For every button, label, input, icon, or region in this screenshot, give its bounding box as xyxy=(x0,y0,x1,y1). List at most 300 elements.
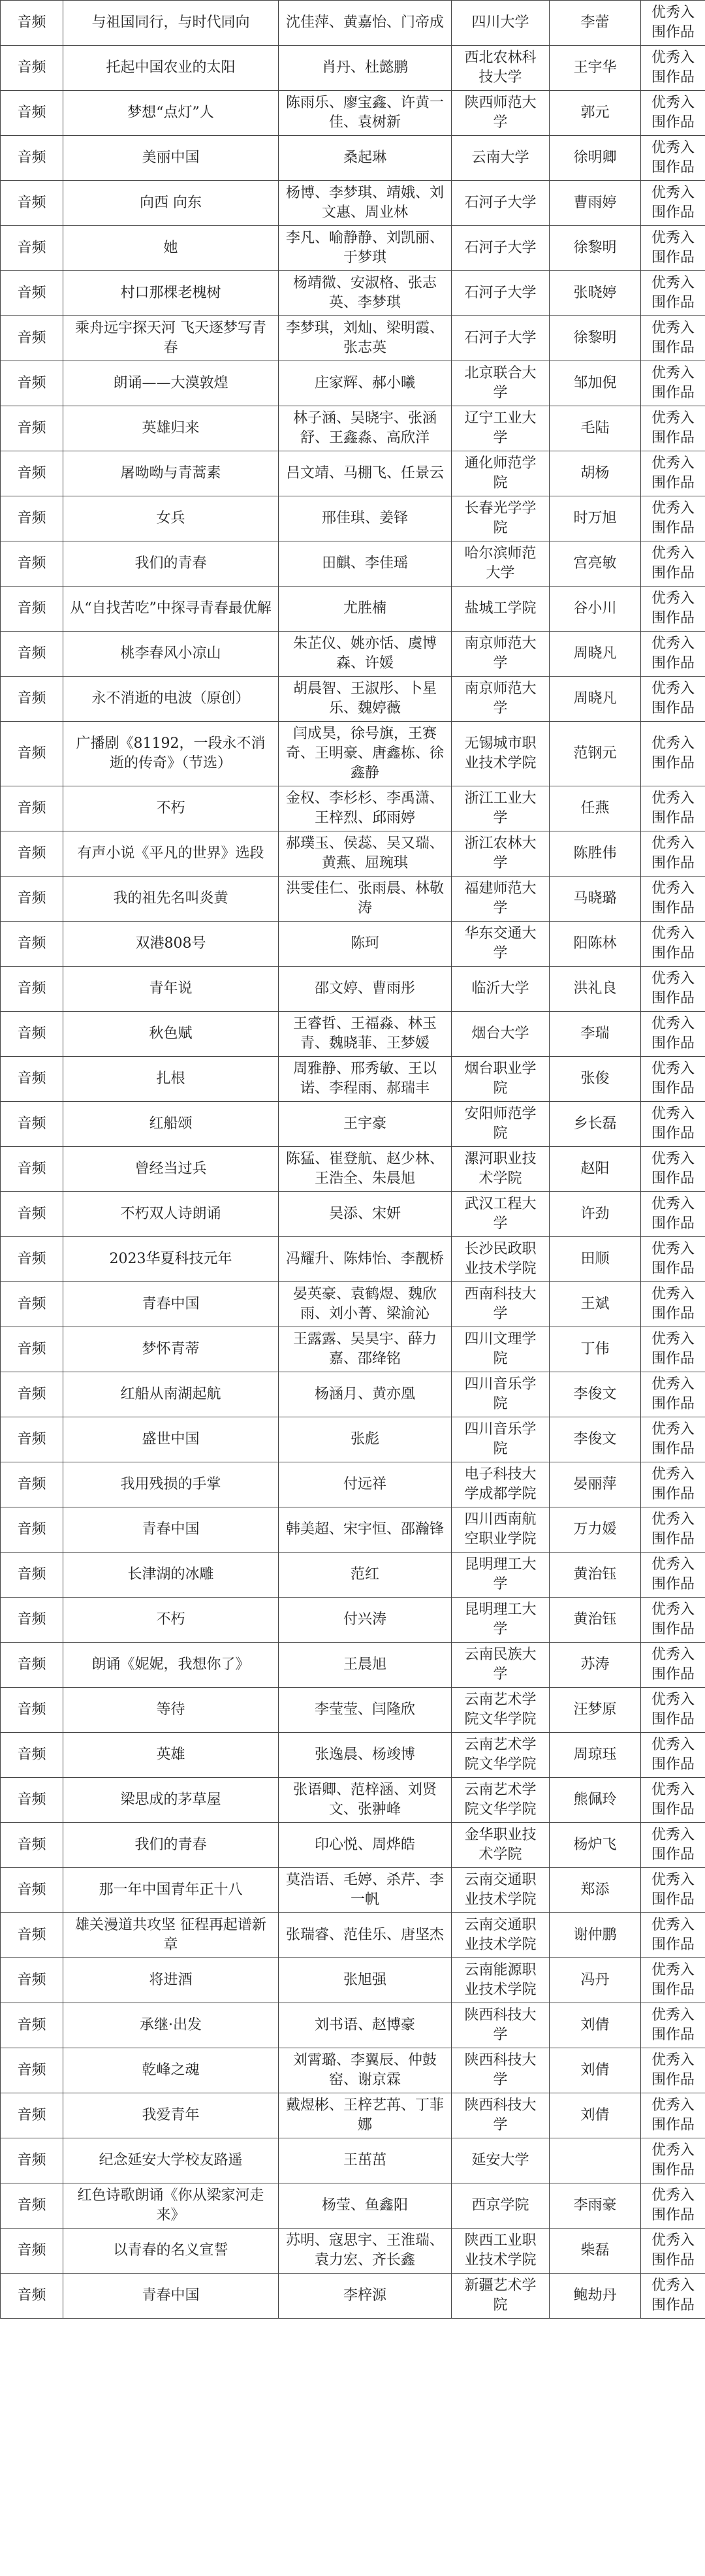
award-cell: 优秀入围作品 xyxy=(641,1192,705,1237)
award-cell: 优秀入围作品 xyxy=(641,1282,705,1327)
school-cell: 西南科技大学 xyxy=(452,1282,550,1327)
advisor-cell: 范钢元 xyxy=(550,722,641,786)
advisor-cell: 赵阳 xyxy=(550,1147,641,1192)
advisor-cell: 田顺 xyxy=(550,1237,641,1282)
category-cell: 音频 xyxy=(1,361,63,406)
title-cell: 那一年中国青年正十八 xyxy=(63,1868,279,1913)
table-row xyxy=(1,496,705,541)
award-cell: 优秀入围作品 xyxy=(641,181,705,226)
title-cell: 青春中国 xyxy=(63,2274,279,2319)
award-cell: 优秀入围作品 xyxy=(641,1057,705,1102)
title-cell: 永不消逝的电波（原创） xyxy=(63,677,279,722)
advisor-cell: 刘倩 xyxy=(550,2048,641,2093)
authors-cell: 杨莹、鱼鑫阳 xyxy=(279,2183,452,2229)
category-cell: 音频 xyxy=(1,496,63,541)
advisor-cell: 周琼珏 xyxy=(550,1733,641,1778)
category-cell: 音频 xyxy=(1,922,63,967)
title-cell: 村口那棵老槐树 xyxy=(63,271,279,316)
table-row xyxy=(1,2093,705,2138)
advisor-cell: 郭元 xyxy=(550,91,641,136)
award-cell: 优秀入围作品 xyxy=(641,587,705,632)
school-cell: 华东交通大学 xyxy=(452,922,550,967)
category-cell: 音频 xyxy=(1,1,63,46)
school-cell: 浙江农林大学 xyxy=(452,831,550,877)
advisor-cell: 李蕾 xyxy=(550,1,641,46)
award-cell: 优秀入围作品 xyxy=(641,91,705,136)
authors-cell: 李凡、喻静静、刘凯丽、于梦琪 xyxy=(279,226,452,271)
table-row xyxy=(1,2003,705,2048)
category-cell: 音频 xyxy=(1,2048,63,2093)
authors-cell: 杨涵月、黄亦凰 xyxy=(279,1372,452,1417)
authors-cell: 苏明、寇思宇、王淮瑞、袁力宏、齐长鑫 xyxy=(279,2229,452,2274)
title-cell: 扎根 xyxy=(63,1057,279,1102)
authors-cell: 洪雯佳仁、张雨晨、林敬涛 xyxy=(279,877,452,922)
table-row xyxy=(1,1417,705,1462)
title-cell: 英雄 xyxy=(63,1733,279,1778)
table-row xyxy=(1,271,705,316)
table-row xyxy=(1,1868,705,1913)
authors-cell: 杨靖微、安淑格、张志英、李梦琪 xyxy=(279,271,452,316)
school-cell: 安阳师范学院 xyxy=(452,1102,550,1147)
category-cell: 音频 xyxy=(1,1417,63,1462)
category-cell: 音频 xyxy=(1,1913,63,1958)
title-cell: 朗诵《妮妮，我想你了》 xyxy=(63,1643,279,1688)
title-cell: 屠呦呦与青蒿素 xyxy=(63,451,279,496)
advisor-cell: 洪礼良 xyxy=(550,967,641,1012)
advisor-cell: 郑添 xyxy=(550,1868,641,1913)
authors-cell: 王晨旭 xyxy=(279,1643,452,1688)
category-cell: 音频 xyxy=(1,181,63,226)
authors-cell: 杨博、李梦琪、靖娥、刘文惠、周业林 xyxy=(279,181,452,226)
award-cell: 优秀入围作品 xyxy=(641,1417,705,1462)
school-cell: 哈尔滨师范大学 xyxy=(452,541,550,587)
category-cell: 音频 xyxy=(1,877,63,922)
table-row xyxy=(1,677,705,722)
advisor-cell: 王斌 xyxy=(550,1282,641,1327)
authors-cell: 张逸晨、杨竣博 xyxy=(279,1733,452,1778)
title-cell: 梦怀青蒂 xyxy=(63,1327,279,1372)
award-cell: 优秀入围作品 xyxy=(641,1778,705,1823)
table-row xyxy=(1,91,705,136)
authors-cell: 王宇豪 xyxy=(279,1102,452,1147)
title-cell: 我们的青春 xyxy=(63,1823,279,1868)
title-cell: 我用残损的手掌 xyxy=(63,1462,279,1507)
authors-cell: 王睿哲、王福淼、林玉青、魏晓菲、王梦媛 xyxy=(279,1012,452,1057)
category-cell: 音频 xyxy=(1,1282,63,1327)
table-row xyxy=(1,226,705,271)
title-cell: 等待 xyxy=(63,1688,279,1733)
table-row xyxy=(1,1147,705,1192)
advisor-cell: 邹加倪 xyxy=(550,361,641,406)
category-cell: 音频 xyxy=(1,91,63,136)
advisor-cell: 王宇华 xyxy=(550,46,641,91)
school-cell: 武汉工程大学 xyxy=(452,1192,550,1237)
authors-cell: 吕文靖、马棚飞、任景云 xyxy=(279,451,452,496)
table-row xyxy=(1,1057,705,1102)
award-cell: 优秀入围作品 xyxy=(641,2138,705,2183)
category-cell: 音频 xyxy=(1,967,63,1012)
school-cell: 石河子大学 xyxy=(452,226,550,271)
title-cell: 梁思成的茅草屋 xyxy=(63,1778,279,1823)
award-cell: 优秀入围作品 xyxy=(641,1643,705,1688)
authors-cell: 范红 xyxy=(279,1553,452,1598)
table-row xyxy=(1,2274,705,2319)
table-row xyxy=(1,1462,705,1507)
title-cell: 雄关漫道共攻坚 征程再起谱新章 xyxy=(63,1913,279,1958)
school-cell: 四川大学 xyxy=(452,1,550,46)
title-cell: 桃李春风小凉山 xyxy=(63,632,279,677)
award-cell: 优秀入围作品 xyxy=(641,2048,705,2093)
table-row xyxy=(1,831,705,877)
title-cell: 青春中国 xyxy=(63,1507,279,1553)
advisor-cell: 徐明卿 xyxy=(550,136,641,181)
award-cell: 优秀入围作品 xyxy=(641,2274,705,2319)
award-cell: 优秀入围作品 xyxy=(641,2183,705,2229)
advisor-cell: 谷小川 xyxy=(550,587,641,632)
category-cell: 音频 xyxy=(1,316,63,361)
category-cell: 音频 xyxy=(1,632,63,677)
title-cell: 广播剧《81192，一段永不消逝的传奇》（节选） xyxy=(63,722,279,786)
authors-cell: 桑起琳 xyxy=(279,136,452,181)
title-cell: 红色诗歌朗诵《你从梁家河走来》 xyxy=(63,2183,279,2229)
category-cell: 音频 xyxy=(1,136,63,181)
school-cell: 四川文理学院 xyxy=(452,1327,550,1372)
authors-cell: 庄家辉、郝小曦 xyxy=(279,361,452,406)
school-cell: 通化师范学院 xyxy=(452,451,550,496)
authors-cell: 肖丹、杜懿鹏 xyxy=(279,46,452,91)
advisor-cell: 冯丹 xyxy=(550,1958,641,2003)
award-cell: 优秀入围作品 xyxy=(641,1102,705,1147)
category-cell: 音频 xyxy=(1,677,63,722)
title-cell: 长津湖的冰雕 xyxy=(63,1553,279,1598)
table-row xyxy=(1,181,705,226)
authors-cell: 陈猛、崔登航、赵少林、王浩全、朱晨旭 xyxy=(279,1147,452,1192)
authors-cell: 张瑞睿、范佳乐、唐坚杰 xyxy=(279,1913,452,1958)
table-row xyxy=(1,1507,705,1553)
award-cell: 优秀入围作品 xyxy=(641,496,705,541)
category-cell: 音频 xyxy=(1,1553,63,1598)
school-cell: 南京师范大学 xyxy=(452,677,550,722)
table-row xyxy=(1,922,705,967)
advisor-cell: 李俊文 xyxy=(550,1417,641,1462)
title-cell: 我的祖先名叫炎黄 xyxy=(63,877,279,922)
title-cell: 不朽双人诗朗诵 xyxy=(63,1192,279,1237)
table-row xyxy=(1,967,705,1012)
table-row xyxy=(1,587,705,632)
title-cell: 乘舟远宇探天河 飞天逐梦写青春 xyxy=(63,316,279,361)
school-cell: 四川音乐学院 xyxy=(452,1372,550,1417)
authors-cell: 张彪 xyxy=(279,1417,452,1462)
school-cell: 临沂大学 xyxy=(452,967,550,1012)
school-cell: 四川西南航空职业学院 xyxy=(452,1507,550,1553)
school-cell: 无锡城市职业技术学院 xyxy=(452,722,550,786)
advisor-cell: 曹雨婷 xyxy=(550,181,641,226)
advisor-cell: 宫亮敏 xyxy=(550,541,641,587)
authors-cell: 胡晨智、王淑彤、卜星乐、魏婷薇 xyxy=(279,677,452,722)
table-row xyxy=(1,2138,705,2183)
category-cell: 音频 xyxy=(1,1733,63,1778)
school-cell: 烟台职业学院 xyxy=(452,1057,550,1102)
award-cell: 优秀入围作品 xyxy=(641,2229,705,2274)
category-cell: 音频 xyxy=(1,1868,63,1913)
advisor-cell: 汪梦原 xyxy=(550,1688,641,1733)
award-cell: 优秀入围作品 xyxy=(641,677,705,722)
advisor-cell: 胡杨 xyxy=(550,451,641,496)
category-cell: 音频 xyxy=(1,1507,63,1553)
title-cell: 2023华夏科技元年 xyxy=(63,1237,279,1282)
award-cell: 优秀入围作品 xyxy=(641,722,705,786)
title-cell: 将进酒 xyxy=(63,1958,279,2003)
award-cell: 优秀入围作品 xyxy=(641,877,705,922)
school-cell: 陕西工业职业技术学院 xyxy=(452,2229,550,2274)
category-cell: 音频 xyxy=(1,786,63,831)
category-cell: 音频 xyxy=(1,406,63,451)
category-cell: 音频 xyxy=(1,1462,63,1507)
school-cell: 云南艺术学院文华学院 xyxy=(452,1778,550,1823)
school-cell: 烟台大学 xyxy=(452,1012,550,1057)
school-cell: 长春光学学院 xyxy=(452,496,550,541)
authors-cell: 郝璞玉、侯蕊、吴又瑞、黄燕、屈琬琪 xyxy=(279,831,452,877)
category-cell: 音频 xyxy=(1,1237,63,1282)
table-row xyxy=(1,632,705,677)
advisor-cell: 马晓璐 xyxy=(550,877,641,922)
authors-cell: 尤胜楠 xyxy=(279,587,452,632)
table-row xyxy=(1,46,705,91)
advisor-cell: 杨炉飞 xyxy=(550,1823,641,1868)
authors-cell: 朱芷仪、姚亦恬、虞博森、许媛 xyxy=(279,632,452,677)
title-cell: 秋色赋 xyxy=(63,1012,279,1057)
authors-cell: 李梦琪，刘灿、梁明霞、张志英 xyxy=(279,316,452,361)
category-cell: 音频 xyxy=(1,1372,63,1417)
table-row xyxy=(1,1778,705,1823)
award-cell: 优秀入围作品 xyxy=(641,226,705,271)
title-cell: 向西 向东 xyxy=(63,181,279,226)
school-cell: 福建师范大学 xyxy=(452,877,550,922)
table-row xyxy=(1,1192,705,1237)
school-cell: 浙江工业大学 xyxy=(452,786,550,831)
title-cell: 女兵 xyxy=(63,496,279,541)
school-cell: 金华职业技术学院 xyxy=(452,1823,550,1868)
school-cell: 新疆艺术学院 xyxy=(452,2274,550,2319)
award-cell: 优秀入围作品 xyxy=(641,1868,705,1913)
school-cell: 昆明理工大学 xyxy=(452,1553,550,1598)
advisor-cell: 李雨豪 xyxy=(550,2183,641,2229)
award-cell: 优秀入围作品 xyxy=(641,316,705,361)
advisor-cell: 乡长磊 xyxy=(550,1102,641,1147)
advisor-cell: 张俊 xyxy=(550,1057,641,1102)
table-row xyxy=(1,1282,705,1327)
authors-cell: 莫浩语、毛婷、杀芹、李一帆 xyxy=(279,1868,452,1913)
advisor-cell: 李瑞 xyxy=(550,1012,641,1057)
title-cell: 双港808号 xyxy=(63,922,279,967)
category-cell: 音频 xyxy=(1,1012,63,1057)
authors-cell: 陈雨乐、廖宝鑫、许黄一佳、袁树新 xyxy=(279,91,452,136)
authors-cell: 吴添、宋妍 xyxy=(279,1192,452,1237)
award-cell: 优秀入围作品 xyxy=(641,1507,705,1553)
award-cell: 优秀入围作品 xyxy=(641,1823,705,1868)
category-cell: 音频 xyxy=(1,2093,63,2138)
authors-cell: 王茁茁 xyxy=(279,2138,452,2183)
school-cell: 西京学院 xyxy=(452,2183,550,2229)
table-row xyxy=(1,722,705,786)
award-cell: 优秀入围作品 xyxy=(641,1598,705,1643)
table-row xyxy=(1,406,705,451)
title-cell: 纪念延安大学校友路遥 xyxy=(63,2138,279,2183)
school-cell: 辽宁工业大学 xyxy=(452,406,550,451)
category-cell: 音频 xyxy=(1,1102,63,1147)
award-cell: 优秀入围作品 xyxy=(641,831,705,877)
table-row xyxy=(1,1823,705,1868)
category-cell: 音频 xyxy=(1,1778,63,1823)
school-cell: 长沙民政职业技术学院 xyxy=(452,1237,550,1282)
advisor-cell: 熊佩玲 xyxy=(550,1778,641,1823)
table-row xyxy=(1,2183,705,2229)
category-cell: 音频 xyxy=(1,2183,63,2229)
advisor-cell: 万力媛 xyxy=(550,1507,641,1553)
category-cell: 音频 xyxy=(1,587,63,632)
authors-cell: 金权、李杉杉、李禹潇、王梓烈、邱雨婷 xyxy=(279,786,452,831)
authors-cell: 李莹莹、闫隆欣 xyxy=(279,1688,452,1733)
table-row xyxy=(1,1102,705,1147)
award-cell: 优秀入围作品 xyxy=(641,1372,705,1417)
table-row xyxy=(1,1327,705,1372)
award-cell: 优秀入围作品 xyxy=(641,46,705,91)
category-cell: 音频 xyxy=(1,271,63,316)
authors-cell: 闫成昊，徐号旗，王赛奇、王明豪、唐鑫栋、徐鑫静 xyxy=(279,722,452,786)
authors-cell: 沈佳萍、黄嘉怡、门帝成 xyxy=(279,1,452,46)
category-cell: 音频 xyxy=(1,2274,63,2319)
school-cell: 西北农林科技大学 xyxy=(452,46,550,91)
category-cell: 音频 xyxy=(1,722,63,786)
category-cell: 音频 xyxy=(1,831,63,877)
title-cell: 有声小说《平凡的世界》选段 xyxy=(63,831,279,877)
advisor-cell xyxy=(550,2138,641,2183)
title-cell: 从“自找苦吃”中探寻青春最优解 xyxy=(63,587,279,632)
table-row xyxy=(1,2229,705,2274)
category-cell: 音频 xyxy=(1,1823,63,1868)
advisor-cell: 周晓凡 xyxy=(550,632,641,677)
table-row xyxy=(1,361,705,406)
table-row xyxy=(1,1372,705,1417)
title-cell: 乾峰之魂 xyxy=(63,2048,279,2093)
advisor-cell: 刘倩 xyxy=(550,2093,641,2138)
category-cell: 音频 xyxy=(1,46,63,91)
category-cell: 音频 xyxy=(1,1192,63,1237)
table-row xyxy=(1,451,705,496)
title-cell: 不朽 xyxy=(63,786,279,831)
category-cell: 音频 xyxy=(1,1147,63,1192)
title-cell: 以青春的名义宣誓 xyxy=(63,2229,279,2274)
award-cell: 优秀入围作品 xyxy=(641,786,705,831)
school-cell: 云南民族大学 xyxy=(452,1643,550,1688)
award-cell: 优秀入围作品 xyxy=(641,406,705,451)
category-cell: 音频 xyxy=(1,1958,63,2003)
advisor-cell: 谢仲鹏 xyxy=(550,1913,641,1958)
title-cell: 青年说 xyxy=(63,967,279,1012)
award-cell: 优秀入围作品 xyxy=(641,1913,705,1958)
school-cell: 云南艺术学院文华学院 xyxy=(452,1733,550,1778)
authors-cell: 林子涵、吴晓宇、张涵舒、王鑫淼、高欣洋 xyxy=(279,406,452,451)
table-row xyxy=(1,541,705,587)
title-cell: 托起中国农业的太阳 xyxy=(63,46,279,91)
advisor-cell: 陈胜伟 xyxy=(550,831,641,877)
award-cell: 优秀入围作品 xyxy=(641,451,705,496)
school-cell: 陕西师范大学 xyxy=(452,91,550,136)
advisor-cell: 黄治钰 xyxy=(550,1553,641,1598)
authors-cell: 陈珂 xyxy=(279,922,452,967)
advisor-cell: 鲍劫丹 xyxy=(550,2274,641,2319)
title-cell: 美丽中国 xyxy=(63,136,279,181)
award-cell: 优秀入围作品 xyxy=(641,1237,705,1282)
award-cell: 优秀入围作品 xyxy=(641,541,705,587)
school-cell: 陕西科技大学 xyxy=(452,2003,550,2048)
school-cell: 石河子大学 xyxy=(452,181,550,226)
category-cell: 音频 xyxy=(1,226,63,271)
category-cell: 音频 xyxy=(1,451,63,496)
advisor-cell: 柴磊 xyxy=(550,2229,641,2274)
advisor-cell: 徐黎明 xyxy=(550,316,641,361)
school-cell: 四川音乐学院 xyxy=(452,1417,550,1462)
category-cell: 音频 xyxy=(1,2138,63,2183)
authors-cell: 邵文婷、曹雨彤 xyxy=(279,967,452,1012)
title-cell: 承继·出发 xyxy=(63,2003,279,2048)
award-cell: 优秀入围作品 xyxy=(641,1733,705,1778)
advisor-cell: 张晓婷 xyxy=(550,271,641,316)
title-cell: 不朽 xyxy=(63,1598,279,1643)
authors-cell: 李梓源 xyxy=(279,2274,452,2319)
school-cell: 电子科技大学成都学院 xyxy=(452,1462,550,1507)
authors-cell: 张语卿、范梓涵、刘贤文、张翀峰 xyxy=(279,1778,452,1823)
award-cell: 优秀入围作品 xyxy=(641,1327,705,1372)
school-cell: 盐城工学院 xyxy=(452,587,550,632)
school-cell: 云南能源职业技术学院 xyxy=(452,1958,550,2003)
table-row xyxy=(1,1733,705,1778)
authors-cell: 冯耀升、陈炜怡、李靓桥 xyxy=(279,1237,452,1282)
advisor-cell: 阳陈林 xyxy=(550,922,641,967)
authors-cell: 周雅静、邢秀敏、王以诺、李程雨、郝瑞丰 xyxy=(279,1057,452,1102)
school-cell: 云南交通职业技术学院 xyxy=(452,1868,550,1913)
school-cell: 云南交通职业技术学院 xyxy=(452,1913,550,1958)
title-cell: 我们的青春 xyxy=(63,541,279,587)
advisor-cell: 苏涛 xyxy=(550,1643,641,1688)
authors-cell: 戴煜彬、王梓艺苒、丁菲娜 xyxy=(279,2093,452,2138)
table-row xyxy=(1,1,705,46)
table-row xyxy=(1,1958,705,2003)
category-cell: 音频 xyxy=(1,1598,63,1643)
table-row xyxy=(1,1643,705,1688)
table-row xyxy=(1,1237,705,1282)
title-cell: 朗诵——大漠敦煌 xyxy=(63,361,279,406)
school-cell: 云南大学 xyxy=(452,136,550,181)
category-cell: 音频 xyxy=(1,1327,63,1372)
award-cell: 优秀入围作品 xyxy=(641,271,705,316)
advisor-cell: 晏丽萍 xyxy=(550,1462,641,1507)
advisor-cell: 黄治钰 xyxy=(550,1598,641,1643)
title-cell: 梦想“点灯”人 xyxy=(63,91,279,136)
table-row xyxy=(1,877,705,922)
table-row xyxy=(1,1688,705,1733)
title-cell: 红船从南湖起航 xyxy=(63,1372,279,1417)
advisor-cell: 毛陆 xyxy=(550,406,641,451)
school-cell: 北京联合大学 xyxy=(452,361,550,406)
school-cell: 云南艺术学院文华学院 xyxy=(452,1688,550,1733)
title-cell: 英雄归来 xyxy=(63,406,279,451)
school-cell: 石河子大学 xyxy=(452,316,550,361)
advisor-cell: 丁伟 xyxy=(550,1327,641,1372)
table-row xyxy=(1,1553,705,1598)
advisor-cell: 徐黎明 xyxy=(550,226,641,271)
table-row xyxy=(1,2048,705,2093)
